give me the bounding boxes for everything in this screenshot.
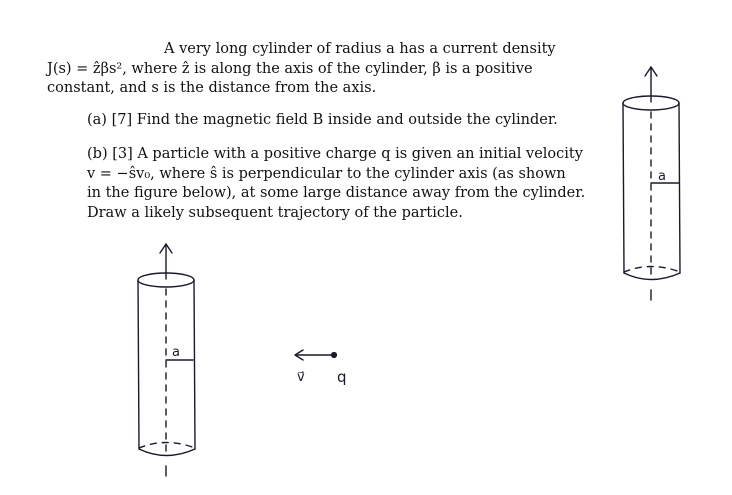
part-b-line-1: (b) [3] A particle with a positive charge q is given an initial velocity <box>87 146 583 162</box>
right-cylinder-bottom-front <box>624 273 680 280</box>
intro-line-2: J(s) = ẑβs², where ẑ is along the axis of the cylinder, β is a positive <box>47 60 533 77</box>
intro-line-3: constant, and s is the distance from the axis. <box>47 80 377 96</box>
particle-dot <box>331 352 336 357</box>
left-cylinder-left-edge <box>138 280 139 449</box>
part-b-line-3: in the figure below), at some large distance away from the cylinder. <box>87 185 586 201</box>
left-radius-label: a <box>172 345 180 360</box>
part-b-line-2: v = −ŝv₀, where ŝ is perpendicular to the cylinder axis (as shown <box>87 165 566 182</box>
velocity-label: v⃗ <box>297 370 305 385</box>
right-cylinder-right-edge <box>679 103 680 273</box>
part-b-line-4: Draw a likely subsequent trajectory of the particle. <box>87 204 463 221</box>
intro-line-1: A very long cylinder of radius a has a current density <box>164 41 556 57</box>
left-cylinder-sketch <box>138 244 195 476</box>
right-cylinder-bottom-back <box>624 267 680 273</box>
particle-sketch <box>295 350 347 386</box>
left-cylinder-bottom-back <box>139 443 195 449</box>
charge-label: q <box>337 368 347 386</box>
right-cylinder-left-edge <box>623 103 624 273</box>
left-cylinder-bottom-front <box>139 449 195 456</box>
right-radius-label: a <box>658 169 666 184</box>
right-cylinder-sketch <box>623 67 680 300</box>
left-cylinder-right-edge <box>194 280 195 449</box>
part-a-question: (a) [7] Find the magnetic field B inside and outside the cylinder. <box>87 112 558 128</box>
